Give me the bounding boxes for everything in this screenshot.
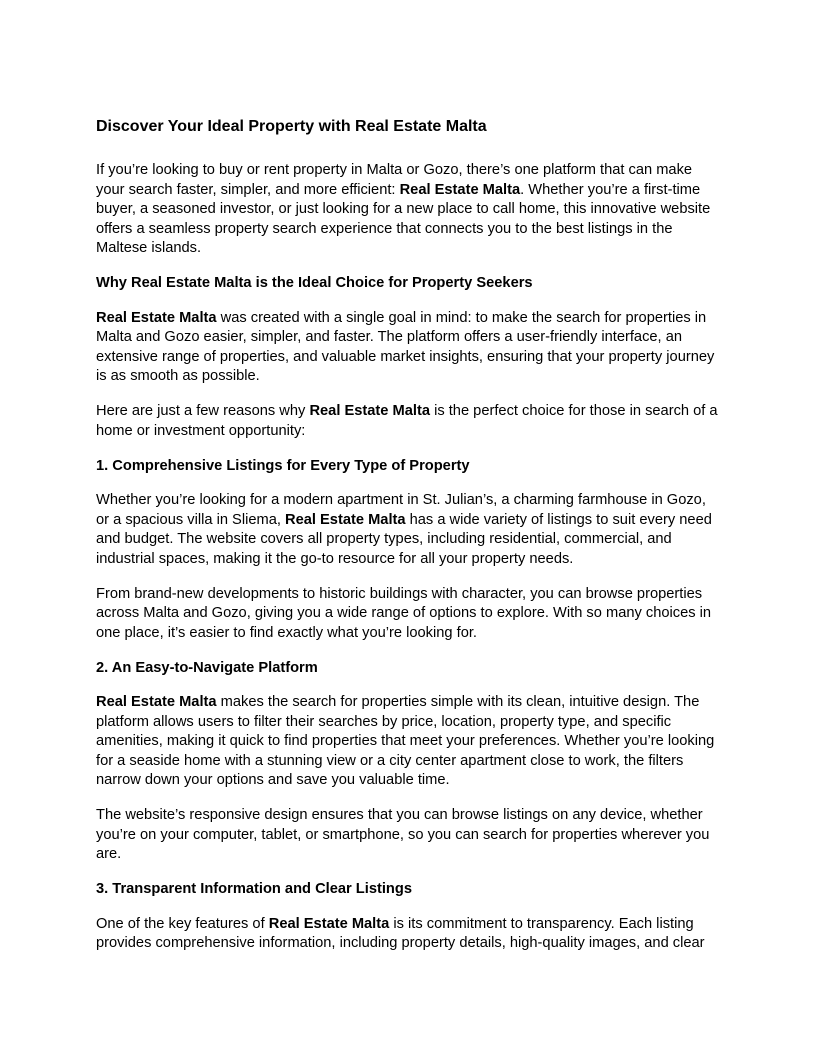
section-1-paragraph-1	[96, 491, 720, 569]
section-3-p1-text-after: is its commitment to transparency. Each listing provides comprehensive information, including property details, high-quality images, and clear	[96, 915, 705, 951]
section-2-paragraph-2: The website’s responsive design ensures that you can browse listings on any device, whether you’re on your computer, tablet, or smartphone, so you can search for properties wherever you are.	[96, 807, 710, 862]
brand-name: Real Estate Malta	[96, 309, 217, 326]
section-1-paragraph-2: From brand-new developments to historic buildings with character, you can browse properties across Malta and Gozo, giving you a wide range of options to explore. With so many choices in one place, it’s easier to find exactly what you’re looking for.	[96, 585, 712, 641]
section-3-paragraph-1	[96, 915, 720, 954]
section-3-heading: 3. Transparent Information and Clear Listings	[96, 881, 412, 897]
intro-text-before: If you’re looking to buy or rent property in Malta or Gozo, there’s one platform that can make your search faster, simpler, and more efficient:	[96, 162, 693, 198]
page-title: Discover Your Ideal Property with Real Estate Malta	[96, 118, 487, 135]
intro-text-after: . Whether you’re a first-time buyer, a seasoned investor, or just looking for a new place to call home, this innovative website offers a seamless property search experience that connects you to the best listings in the Maltese islands.	[96, 181, 711, 256]
why-paragraph-2	[96, 402, 720, 441]
section-2-p1-text: makes the search for properties simple with its clean, intuitive design. The platform allows users to filter their searches by price, location, property type, and specific amenities, making it quick to find properties that meet your preferences. Whether you’re looking for a seaside home with a stunning view or a city center apartment close to work, the filters narrow down your options and save you valuable time.	[96, 694, 715, 788]
brand-name: Real Estate Malta	[399, 181, 521, 198]
why-p1-text: was created with a single goal in mind: to make the search for properties in Malta and Gozo easier, simpler, and faster. The platform offers a user-friendly interface, an extensive range of properties, and valuable market insights, ensuring that your property journey is as smooth as possible.	[96, 309, 715, 384]
section-3-p1-text-before: One of the key features of	[96, 915, 269, 932]
brand-name: Real Estate Malta	[309, 403, 430, 419]
why-p2-text-after: is the perfect choice for those in search of a home or investment opportunity:	[96, 403, 718, 439]
why-p2-text-before: Here are just a few reasons why	[96, 403, 310, 419]
intro-paragraph	[96, 161, 720, 259]
section-1-p1-text-after: has a wide variety of listings to suit every need and budget. The website covers all property types, including residential, commercial, and industrial spaces, making it the go-to resource for all your property needs.	[96, 511, 712, 567]
brand-name: Real Estate Malta	[285, 511, 406, 528]
brand-name: Real Estate Malta	[96, 694, 217, 710]
brand-name: Real Estate Malta	[268, 915, 390, 932]
section-2-heading: 2. An Easy-to-Navigate Platform	[96, 659, 318, 676]
section-1-heading: 1. Comprehensive Listings for Every Type of Property	[96, 457, 470, 474]
section-2-paragraph-1	[96, 693, 720, 791]
document-page	[96, 117, 720, 969]
section-1-p1-text-before: Whether you’re looking for a modern apartment in St. Julian’s, a charming farmhouse in Gozo, or a spacious villa in Sliema,	[96, 492, 706, 528]
why-heading: Why Real Estate Malta is the Ideal Choice for Property Seekers	[96, 275, 533, 291]
why-paragraph-1	[96, 309, 720, 387]
